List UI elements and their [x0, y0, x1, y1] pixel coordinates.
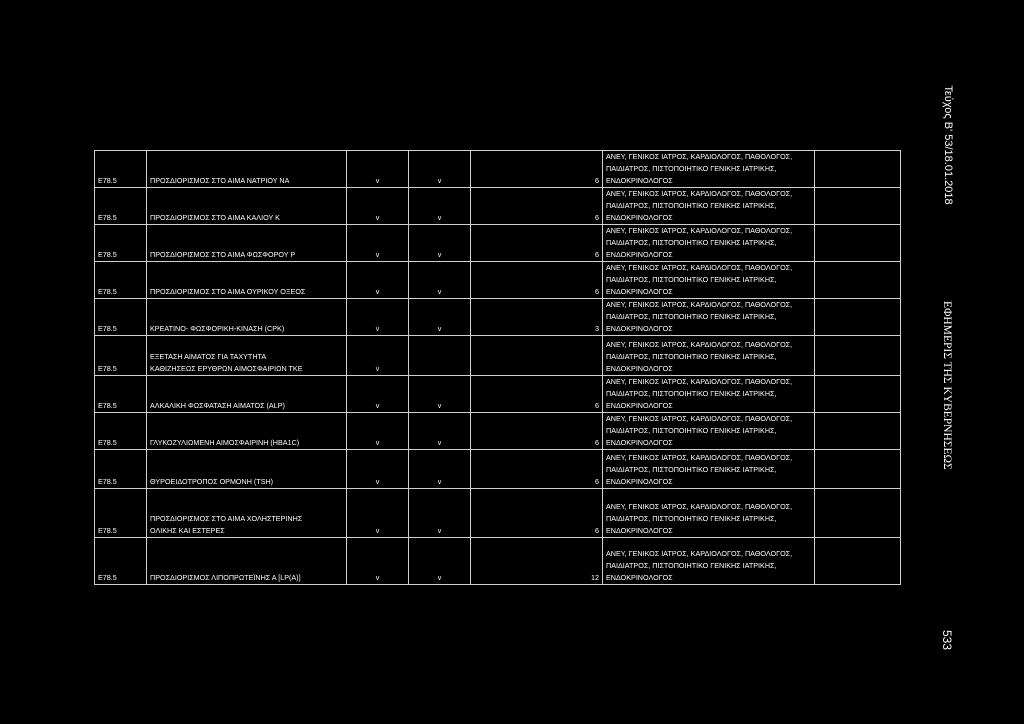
flag-cell-1: v: [347, 450, 409, 489]
empty-cell: [815, 299, 901, 336]
specialty-line: ΑΝΕΥ, ΓΕΝΙΚΟΣ ΙΑΤΡΟΣ, ΚΑΡΔΙΟΛΟΓΟΣ, ΠΑΘΟΛΟΓΟΣ,: [606, 263, 793, 272]
code-cell: E78.5: [95, 299, 147, 336]
points-cell: [471, 336, 603, 376]
flag-cell-2: v: [409, 188, 471, 225]
table-row: [95, 188, 901, 225]
specialty-line: ΠΑΙΔΙΑΤΡΟΣ, ΠΙΣΤΟΠΟΙΗΤΙΚΟ ΓΕΝΙΚΗΣ ΙΑΤΡΙΚΗΣ,: [606, 389, 777, 398]
exam-name-cell: ΓΛΥΚΟΖΥΛΙΩΜΕΝΗ ΑΙΜΟΣΦΑΙΡΙΝΗ (HBA1C): [147, 413, 347, 450]
flag-cell-2: v: [409, 262, 471, 299]
exam-table: [94, 150, 901, 585]
flag-cell-1: v: [347, 538, 409, 585]
points-cell: 6: [471, 262, 603, 299]
table-row: [95, 299, 901, 336]
exam-name-cell: ΑΛΚΑΛΙΚΗ ΦΩΣΦΑΤΑΣΗ ΑΙΜΑΤΟΣ (ALP): [147, 376, 347, 413]
exam-name-cell: ΠΡΟΣΔΙΟΡΙΣΜΟΣ ΛΙΠΟΠΡΩΤΕΪΝΗΣ Α [LP(A)]: [147, 538, 347, 585]
flag-cell-2: [409, 336, 471, 376]
exam-name-line: ΠΡΟΣΔΙΟΡΙΣΜΟΣ ΣΤΟ ΑΙΜΑ ΧΟΛΗΣΤΕΡΙΝΗΣ: [150, 514, 303, 523]
specialty-line: ΕΝΔΟΚΡΙΝΟΛΟΓΟΣ: [606, 250, 673, 259]
specialty-line: ΕΝΔΟΚΡΙΝΟΛΟΓΟΣ: [606, 364, 673, 373]
specialty-line: ΠΑΙΔΙΑΤΡΟΣ, ΠΙΣΤΟΠΟΙΗΤΙΚΟ ΓΕΝΙΚΗΣ ΙΑΤΡΙΚΗΣ,: [606, 426, 777, 435]
flag-cell-1: v: [347, 489, 409, 538]
flag-cell-2: v: [409, 413, 471, 450]
flag-cell-1: v: [347, 151, 409, 188]
exam-name-cell: ΠΡΟΣΔΙΟΡΙΣΜΟΣ ΣΤΟ ΑΙΜΑ ΚΑΛΙΟΥ K: [147, 188, 347, 225]
specialty-line: ΠΑΙΔΙΑΤΡΟΣ, ΠΙΣΤΟΠΟΙΗΤΙΚΟ ΓΕΝΙΚΗΣ ΙΑΤΡΙΚΗΣ,: [606, 164, 777, 173]
specialty-line: ΑΝΕΥ, ΓΕΝΙΚΟΣ ΙΑΤΡΟΣ, ΚΑΡΔΙΟΛΟΓΟΣ, ΠΑΘΟΛΟΓΟΣ,: [606, 300, 793, 309]
flag-cell-1: v: [347, 299, 409, 336]
flag-cell-1: v: [347, 376, 409, 413]
flag-cell-2: v: [409, 151, 471, 188]
code-cell: E78.5: [95, 489, 147, 538]
specialty-cell: [603, 151, 815, 188]
table-row: [95, 336, 901, 376]
empty-cell: [815, 151, 901, 188]
exam-name-cell: ΚΡΕΑΤΙΝΟ- ΦΩΣΦΟΡΙΚΗ-ΚΙΝΑΣΗ (CPK): [147, 299, 347, 336]
exam-name-cell: ΠΡΟΣΔΙΟΡΙΣΜΟΣ ΣΤΟ ΑΙΜΑ ΟΥΡΙΚΟΥ ΟΞΕΟΣ: [147, 262, 347, 299]
flag-cell-2: v: [409, 376, 471, 413]
exam-name-line: ΕΞΕΤΑΣΗ ΑΙΜΑΤΟΣ ΓΙΑ ΤΑΧΥΤΗΤΑ: [150, 352, 267, 361]
specialty-line: ΑΝΕΥ, ΓΕΝΙΚΟΣ ΙΑΤΡΟΣ, ΚΑΡΔΙΟΛΟΓΟΣ, ΠΑΘΟΛΟΓΟΣ,: [606, 377, 793, 386]
points-cell: 6: [471, 376, 603, 413]
flag-cell-2: v: [409, 489, 471, 538]
specialty-line: ΠΑΙΔΙΑΤΡΟΣ, ΠΙΣΤΟΠΟΙΗΤΙΚΟ ΓΕΝΙΚΗΣ ΙΑΤΡΙΚΗΣ,: [606, 312, 777, 321]
flag-cell-1: v: [347, 336, 409, 376]
specialty-line: ΕΝΔΟΚΡΙΝΟΛΟΓΟΣ: [606, 176, 673, 185]
points-cell: 6: [471, 450, 603, 489]
code-cell: E78.5: [95, 188, 147, 225]
specialty-line: ΠΑΙΔΙΑΤΡΟΣ, ΠΙΣΤΟΠΟΙΗΤΙΚΟ ΓΕΝΙΚΗΣ ΙΑΤΡΙΚΗΣ,: [606, 514, 777, 523]
flag-cell-1: v: [347, 188, 409, 225]
specialty-cell: [603, 336, 815, 376]
empty-cell: [815, 336, 901, 376]
specialty-cell: [603, 413, 815, 450]
gazette-title: ΕΦΗΜΕΡΙΣ ΤΗΣ ΚΥΒΕΡΝΗΣΕΩΣ: [941, 301, 953, 470]
specialty-line: ΠΑΙΔΙΑΤΡΟΣ, ΠΙΣΤΟΠΟΙΗΤΙΚΟ ΓΕΝΙΚΗΣ ΙΑΤΡΙΚΗΣ,: [606, 352, 777, 361]
specialty-line: ΠΑΙΔΙΑΤΡΟΣ, ΠΙΣΤΟΠΟΙΗΤΙΚΟ ΓΕΝΙΚΗΣ ΙΑΤΡΙΚΗΣ,: [606, 561, 777, 570]
points-cell: 6: [471, 413, 603, 450]
exam-name-cell: [147, 489, 347, 538]
specialty-line: ΑΝΕΥ, ΓΕΝΙΚΟΣ ΙΑΤΡΟΣ, ΚΑΡΔΙΟΛΟΓΟΣ, ΠΑΘΟΛΟΓΟΣ,: [606, 152, 793, 161]
empty-cell: [815, 188, 901, 225]
table-row: [95, 225, 901, 262]
specialty-cell: [603, 489, 815, 538]
specialty-line: ΕΝΔΟΚΡΙΝΟΛΟΓΟΣ: [606, 438, 673, 447]
points-cell: 12: [471, 538, 603, 585]
table-row: [95, 413, 901, 450]
page-number: 533: [940, 629, 954, 651]
specialty-line: ΠΑΙΔΙΑΤΡΟΣ, ΠΙΣΤΟΠΟΙΗΤΙΚΟ ΓΕΝΙΚΗΣ ΙΑΤΡΙΚΗΣ,: [606, 465, 777, 474]
empty-cell: [815, 538, 901, 585]
table-row: [95, 376, 901, 413]
empty-cell: [815, 413, 901, 450]
specialty-line: ΕΝΔΟΚΡΙΝΟΛΟΓΟΣ: [606, 477, 673, 486]
exam-name-cell: ΘΥΡΟΕΙΔΟΤΡΟΠΟΣ ΟΡΜΟΝΗ (TSH): [147, 450, 347, 489]
specialty-line: ΑΝΕΥ, ΓΕΝΙΚΟΣ ΙΑΤΡΟΣ, ΚΑΡΔΙΟΛΟΓΟΣ, ΠΑΘΟΛΟΓΟΣ,: [606, 453, 793, 462]
specialty-line: ΕΝΔΟΚΡΙΝΟΛΟΓΟΣ: [606, 213, 673, 222]
empty-cell: [815, 262, 901, 299]
empty-cell: [815, 489, 901, 538]
issue-label: Τεύχος Β' 53/18.01.2018: [942, 85, 954, 205]
specialty-cell: [603, 299, 815, 336]
specialty-cell: [603, 225, 815, 262]
table-row: [95, 450, 901, 489]
exam-name-line: ΚΑΘΙΖΗΣΕΩΣ ΕΡΥΘΡΩΝ ΑΙΜΟΣΦΑΙΡΙΩΝ ΤΚΕ: [150, 364, 303, 373]
specialty-line: ΠΑΙΔΙΑΤΡΟΣ, ΠΙΣΤΟΠΟΙΗΤΙΚΟ ΓΕΝΙΚΗΣ ΙΑΤΡΙΚΗΣ,: [606, 238, 777, 247]
code-cell: E78.5: [95, 151, 147, 188]
points-cell: 6: [471, 489, 603, 538]
table-row: [95, 489, 901, 538]
table-row: [95, 262, 901, 299]
table-body: [95, 151, 901, 585]
code-cell: E78.5: [95, 225, 147, 262]
specialty-line: ΠΑΙΔΙΑΤΡΟΣ, ΠΙΣΤΟΠΟΙΗΤΙΚΟ ΓΕΝΙΚΗΣ ΙΑΤΡΙΚΗΣ,: [606, 275, 777, 284]
flag-cell-2: v: [409, 225, 471, 262]
specialty-cell: [603, 262, 815, 299]
flag-cell-2: v: [409, 538, 471, 585]
specialty-cell: [603, 538, 815, 585]
flag-cell-2: v: [409, 299, 471, 336]
code-cell: E78.5: [95, 413, 147, 450]
code-cell: E78.5: [95, 336, 147, 376]
empty-cell: [815, 225, 901, 262]
code-cell: E78.5: [95, 450, 147, 489]
flag-cell-1: v: [347, 413, 409, 450]
specialty-cell: [603, 450, 815, 489]
code-cell: E78.5: [95, 538, 147, 585]
specialty-cell: [603, 376, 815, 413]
table-row: [95, 538, 901, 585]
code-cell: E78.5: [95, 262, 147, 299]
points-cell: 6: [471, 188, 603, 225]
specialty-line: ΑΝΕΥ, ΓΕΝΙΚΟΣ ΙΑΤΡΟΣ, ΚΑΡΔΙΟΛΟΓΟΣ, ΠΑΘΟΛΟΓΟΣ,: [606, 189, 793, 198]
specialty-line: ΑΝΕΥ, ΓΕΝΙΚΟΣ ΙΑΤΡΟΣ, ΚΑΡΔΙΟΛΟΓΟΣ, ΠΑΘΟΛΟΓΟΣ,: [606, 502, 793, 511]
specialty-line: ΠΑΙΔΙΑΤΡΟΣ, ΠΙΣΤΟΠΟΙΗΤΙΚΟ ΓΕΝΙΚΗΣ ΙΑΤΡΙΚΗΣ,: [606, 201, 777, 210]
flag-cell-1: v: [347, 262, 409, 299]
specialty-line: ΕΝΔΟΚΡΙΝΟΛΟΓΟΣ: [606, 401, 673, 410]
points-cell: 6: [471, 225, 603, 262]
specialty-cell: [603, 188, 815, 225]
specialty-line: ΕΝΔΟΚΡΙΝΟΛΟΓΟΣ: [606, 526, 673, 535]
points-cell: 6: [471, 151, 603, 188]
specialty-line: ΕΝΔΟΚΡΙΝΟΛΟΓΟΣ: [606, 324, 673, 333]
points-cell: 3: [471, 299, 603, 336]
table-row: [95, 151, 901, 188]
specialty-line: ΑΝΕΥ, ΓΕΝΙΚΟΣ ΙΑΤΡΟΣ, ΚΑΡΔΙΟΛΟΓΟΣ, ΠΑΘΟΛΟΓΟΣ,: [606, 549, 793, 558]
exam-name-line: ΟΛΙΚΗΣ ΚΑΙ ΕΣΤΕΡΕΣ: [150, 526, 225, 535]
specialty-line: ΑΝΕΥ, ΓΕΝΙΚΟΣ ΙΑΤΡΟΣ, ΚΑΡΔΙΟΛΟΓΟΣ, ΠΑΘΟΛΟΓΟΣ,: [606, 340, 793, 349]
exam-name-cell: ΠΡΟΣΔΙΟΡΙΣΜΟΣ ΣΤΟ ΑΙΜΑ ΦΩΣΦΟΡΟΥ P: [147, 225, 347, 262]
specialty-line: ΕΝΔΟΚΡΙΝΟΛΟΓΟΣ: [606, 287, 673, 296]
specialty-line: ΑΝΕΥ, ΓΕΝΙΚΟΣ ΙΑΤΡΟΣ, ΚΑΡΔΙΟΛΟΓΟΣ, ΠΑΘΟΛΟΓΟΣ,: [606, 226, 793, 235]
specialty-line: ΕΝΔΟΚΡΙΝΟΛΟΓΟΣ: [606, 573, 673, 582]
empty-cell: [815, 450, 901, 489]
flag-cell-2: v: [409, 450, 471, 489]
specialty-line: ΑΝΕΥ, ΓΕΝΙΚΟΣ ΙΑΤΡΟΣ, ΚΑΡΔΙΟΛΟΓΟΣ, ΠΑΘΟΛΟΓΟΣ,: [606, 414, 793, 423]
flag-cell-1: v: [347, 225, 409, 262]
empty-cell: [815, 376, 901, 413]
code-cell: E78.5: [95, 376, 147, 413]
exam-name-cell: ΠΡΟΣΔΙΟΡΙΣΜΟΣ ΣΤΟ ΑΙΜΑ ΝΑΤΡΙΟΥ NA: [147, 151, 347, 188]
exam-name-cell: [147, 336, 347, 376]
